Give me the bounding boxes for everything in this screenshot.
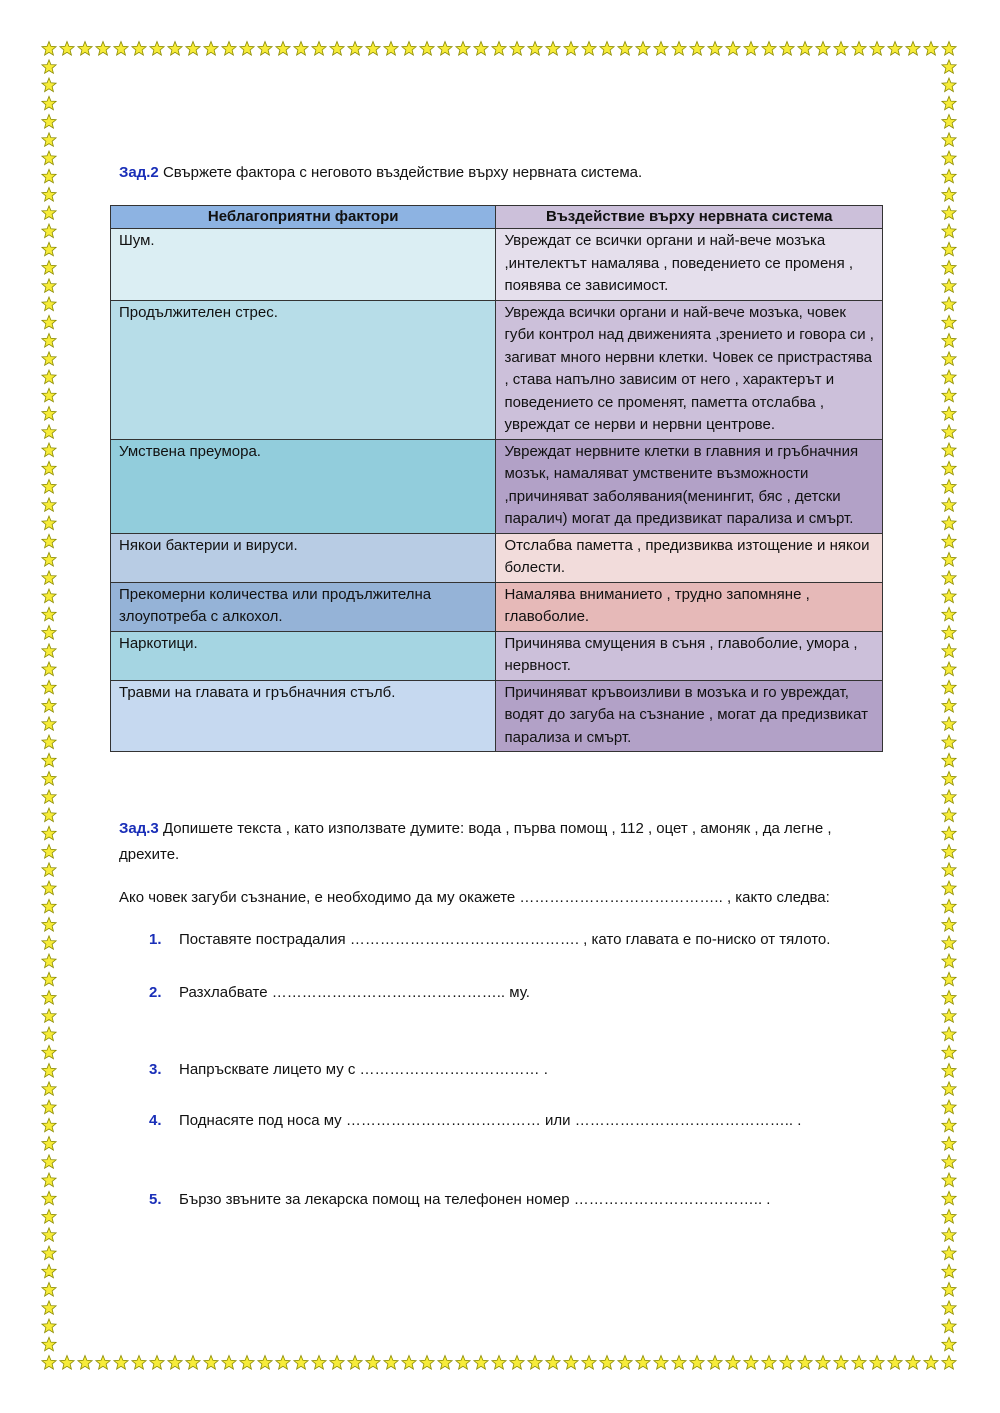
star-icon [42, 991, 56, 1005]
star-icon [546, 42, 560, 56]
star-icon [942, 1301, 956, 1315]
star-icon [942, 918, 956, 932]
star-icon [492, 42, 506, 56]
step-number: 3. [149, 1061, 162, 1078]
star-icon [942, 845, 956, 859]
star-icon [510, 1356, 524, 1370]
star-icon [942, 991, 956, 1005]
star-icon [96, 1356, 110, 1370]
star-icon [42, 206, 56, 220]
star-icon [942, 261, 956, 275]
star-icon [942, 1337, 956, 1351]
star-icon [942, 644, 956, 658]
star-icon [42, 863, 56, 877]
star-icon [942, 224, 956, 238]
star-icon [942, 315, 956, 329]
star-icon [780, 42, 794, 56]
star-icon [42, 717, 56, 731]
star-icon [942, 516, 956, 530]
star-icon [942, 826, 956, 840]
star-icon [42, 808, 56, 822]
star-icon [942, 534, 956, 548]
star-icon [42, 1210, 56, 1224]
star-icon [366, 42, 380, 56]
star-icon [240, 42, 254, 56]
star-icon [42, 334, 56, 348]
star-icon [186, 42, 200, 56]
star-icon [42, 425, 56, 439]
star-icon [42, 1319, 56, 1333]
star-icon [42, 498, 56, 512]
star-icon [744, 1356, 758, 1370]
table-row [111, 582, 883, 631]
star-icon [780, 1356, 794, 1370]
star-icon [942, 1319, 956, 1333]
star-icon [942, 699, 956, 713]
star-icon [42, 589, 56, 603]
step-4 [149, 1110, 801, 1132]
star-icon [942, 1118, 956, 1132]
star-icon [942, 772, 956, 786]
star-icon [42, 662, 56, 676]
factors-table [110, 205, 883, 752]
star-icon [42, 42, 56, 56]
star-icon [942, 863, 956, 877]
star-icon [474, 42, 488, 56]
star-icon [168, 1356, 182, 1370]
effect-cell: Уврежда всички органи и най-вече мозъка, човек губи контрол над движенията ,зрението и говора си , загиват много нервни клетки. Човек се пристрастява , става напълно зависим от него , характерът и поведението се променят, паметта отслабва , увреждат се нерви и нервни центрове. [496, 300, 883, 439]
star-icon [42, 60, 56, 74]
star-icon [42, 699, 56, 713]
star-icon [942, 1191, 956, 1205]
star-icon [942, 188, 956, 202]
star-icon [42, 279, 56, 293]
star-icon [870, 42, 884, 56]
star-icon [942, 1064, 956, 1078]
star-icon [852, 42, 866, 56]
star-icon [42, 224, 56, 238]
factor-cell: Продължителен стрес. [111, 300, 496, 439]
star-icon [798, 42, 812, 56]
star-icon [78, 1356, 92, 1370]
effect-cell: Отслабва паметта , предизвиква изтощение и някои болести. [496, 533, 883, 582]
star-icon [942, 972, 956, 986]
star-icon [150, 42, 164, 56]
star-icon [942, 407, 956, 421]
task-2-label: Зад.2 [119, 164, 159, 181]
effect-cell: Намалява вниманието , трудно запомняне , главоболие. [496, 582, 883, 631]
star-icon [582, 42, 596, 56]
star-icon [222, 42, 236, 56]
star-icon [942, 1045, 956, 1059]
task-2-text: Свържете фактора с неговото въздействие върху нервната система. [158, 164, 643, 181]
star-icon [42, 571, 56, 585]
star-icon [474, 1356, 488, 1370]
star-icon [600, 1356, 614, 1370]
star-icon [42, 680, 56, 694]
star-icon [924, 1356, 938, 1370]
star-icon [942, 206, 956, 220]
star-icon [816, 42, 830, 56]
star-icon [276, 42, 290, 56]
star-icon [564, 42, 578, 56]
star-icon [600, 42, 614, 56]
step-text: Напръсквате лицето му с ……………………………… . [179, 1061, 548, 1078]
star-icon [438, 1356, 452, 1370]
factor-cell: Травми на главата и гръбначния стълб. [111, 680, 496, 752]
star-icon [42, 1246, 56, 1260]
star-icon [762, 1356, 776, 1370]
star-icon [330, 42, 344, 56]
star-icon [870, 1356, 884, 1370]
star-icon [942, 498, 956, 512]
star-icon [618, 1356, 632, 1370]
star-icon [42, 151, 56, 165]
star-icon [942, 115, 956, 129]
star-icon [42, 790, 56, 804]
star-icon [420, 42, 434, 56]
star-icon [708, 42, 722, 56]
star-icon [942, 808, 956, 822]
star-icon [42, 1283, 56, 1297]
step-text: Разхлабвате ……………………………………….. му. [179, 984, 530, 1001]
star-icon [42, 370, 56, 384]
star-icon [942, 370, 956, 384]
star-icon [168, 42, 182, 56]
star-icon [186, 1356, 200, 1370]
factor-cell: Шум. [111, 229, 496, 301]
star-icon [42, 1301, 56, 1315]
star-icon [204, 1356, 218, 1370]
star-icon [942, 1082, 956, 1096]
star-icon [942, 680, 956, 694]
header-factors: Неблагоприятни фактори [111, 206, 496, 229]
header-effects: Въздействие върху нервната система [496, 206, 883, 229]
star-icon [942, 589, 956, 603]
star-icon [654, 42, 668, 56]
star-icon [942, 334, 956, 348]
star-icon [42, 188, 56, 202]
step-text: Поставяте пострадалия ………………………………………. , като главата е по-ниско от тялото. [179, 931, 831, 948]
star-icon [942, 425, 956, 439]
star-icon [942, 388, 956, 402]
star-icon [348, 1356, 362, 1370]
star-icon [942, 133, 956, 147]
star-icon [42, 936, 56, 950]
star-icon [42, 772, 56, 786]
star-icon [942, 443, 956, 457]
star-icon [294, 1356, 308, 1370]
star-icon [42, 534, 56, 548]
star-icon [258, 42, 272, 56]
star-icon [942, 717, 956, 731]
star-icon [816, 1356, 830, 1370]
star-icon [42, 78, 56, 92]
star-icon [942, 1173, 956, 1187]
star-icon [942, 1155, 956, 1169]
table-row [111, 680, 883, 752]
step-3 [149, 1059, 548, 1081]
star-icon [420, 1356, 434, 1370]
star-icon [42, 1264, 56, 1278]
star-icon [96, 42, 110, 56]
task-3-intro: Ако човек загуби съзнание, е необходимо да му окажете ………………………………….. , както следва: [119, 889, 830, 906]
star-icon [942, 461, 956, 475]
effect-cell: Увреждат се всички органи и най-вече мозъка ,интелектът намалява , поведението се променя , появява се зависимост. [496, 229, 883, 301]
star-icon [546, 1356, 560, 1370]
effect-cell: Причинява смущения в съня , главоболие, умора , нервност. [496, 631, 883, 680]
star-icon [42, 1137, 56, 1151]
star-icon [852, 1356, 866, 1370]
star-icon [42, 388, 56, 402]
star-icon [942, 42, 956, 56]
factor-cell: Наркотици. [111, 631, 496, 680]
star-icon [492, 1356, 506, 1370]
star-icon [330, 1356, 344, 1370]
star-icon [42, 972, 56, 986]
star-icon [942, 1228, 956, 1242]
star-icon [888, 42, 902, 56]
star-icon [42, 461, 56, 475]
star-icon [690, 42, 704, 56]
star-icon [762, 42, 776, 56]
star-icon [924, 42, 938, 56]
star-icon [834, 1356, 848, 1370]
star-icon [132, 42, 146, 56]
star-icon [114, 42, 128, 56]
star-icon [42, 607, 56, 621]
star-icon [42, 407, 56, 421]
star-icon [384, 42, 398, 56]
star-icon [942, 1009, 956, 1023]
star-icon [42, 1191, 56, 1205]
star-icon [618, 42, 632, 56]
star-icon [78, 42, 92, 56]
star-icon [942, 60, 956, 74]
star-icon [204, 42, 218, 56]
star-icon [42, 115, 56, 129]
star-icon [942, 1246, 956, 1260]
star-icon [942, 735, 956, 749]
star-icon [942, 881, 956, 895]
star-icon [708, 1356, 722, 1370]
star-icon [438, 42, 452, 56]
task-2-instruction [119, 160, 642, 186]
star-icon [114, 1356, 128, 1370]
factor-cell: Умствена преумора. [111, 439, 496, 533]
star-icon [942, 790, 956, 804]
star-icon [42, 644, 56, 658]
star-icon [906, 1356, 920, 1370]
star-icon [942, 352, 956, 366]
star-icon [942, 1210, 956, 1224]
star-icon [42, 352, 56, 366]
star-icon [150, 1356, 164, 1370]
star-icon [456, 42, 470, 56]
step-5 [149, 1189, 770, 1211]
star-icon [42, 1045, 56, 1059]
star-icon [942, 1100, 956, 1114]
star-icon [312, 1356, 326, 1370]
step-text: Бързо звъните за лекарска помощ на телефонен номер ……………………………….. . [179, 1191, 771, 1208]
star-icon [564, 1356, 578, 1370]
star-icon [42, 443, 56, 457]
star-icon [42, 1356, 56, 1370]
star-icon [906, 42, 920, 56]
step-number: 4. [149, 1112, 162, 1129]
table-row [111, 631, 883, 680]
star-icon [60, 1356, 74, 1370]
star-icon [42, 845, 56, 859]
star-icon [942, 626, 956, 640]
star-icon [456, 1356, 470, 1370]
step-2 [149, 982, 530, 1004]
star-icon [42, 881, 56, 895]
star-icon [366, 1356, 380, 1370]
star-icon [42, 1100, 56, 1114]
star-icon [942, 169, 956, 183]
star-icon [402, 42, 416, 56]
star-icon [42, 899, 56, 913]
step-1 [149, 929, 830, 951]
task-3-instruction [119, 816, 889, 868]
star-icon [42, 918, 56, 932]
star-icon [942, 242, 956, 256]
star-icon [942, 78, 956, 92]
star-icon [528, 42, 542, 56]
star-icon [942, 151, 956, 165]
star-icon [942, 1027, 956, 1041]
star-icon [42, 297, 56, 311]
star-icon [42, 1337, 56, 1351]
table-row [111, 300, 883, 439]
star-icon [42, 1064, 56, 1078]
effect-cell: Увреждат нервните клетки в главния и гръбначния мозък, намаляват умствените възможности ,причиняват заболявания(менингит, бяс , детски паралич) могат да предизвикат парализа и смърт. [496, 439, 883, 533]
star-icon [942, 96, 956, 110]
star-icon [42, 516, 56, 530]
star-icon [42, 826, 56, 840]
table-row [111, 229, 883, 301]
step-number: 2. [149, 984, 162, 1001]
step-text: Поднасяте под носа му ………………………………… или …………………………………….. . [179, 1112, 802, 1129]
star-icon [744, 42, 758, 56]
star-icon [654, 1356, 668, 1370]
star-icon [294, 42, 308, 56]
star-icon [942, 662, 956, 676]
star-icon [942, 936, 956, 950]
effect-cell: Причиняват кръвоизливи в мозъка и го увреждат, водят до загуба на съзнание , могат да предизвикат парализа и смърт. [496, 680, 883, 752]
star-icon [942, 571, 956, 585]
star-icon [942, 954, 956, 968]
star-icon [132, 1356, 146, 1370]
star-icon [42, 954, 56, 968]
star-icon [582, 1356, 596, 1370]
star-icon [42, 480, 56, 494]
star-icon [942, 297, 956, 311]
star-icon [42, 169, 56, 183]
star-icon [276, 1356, 290, 1370]
star-icon [384, 1356, 398, 1370]
star-icon [42, 1155, 56, 1169]
star-icon [258, 1356, 272, 1370]
table-row [111, 533, 883, 582]
star-icon [42, 1027, 56, 1041]
star-icon [798, 1356, 812, 1370]
star-icon [42, 315, 56, 329]
star-icon [672, 42, 686, 56]
star-icon [42, 261, 56, 275]
star-icon [636, 42, 650, 56]
star-icon [726, 42, 740, 56]
star-icon [222, 1356, 236, 1370]
star-icon [42, 1082, 56, 1096]
step-number: 5. [149, 1191, 162, 1208]
star-icon [240, 1356, 254, 1370]
star-icon [348, 42, 362, 56]
star-icon [942, 753, 956, 767]
task-3-text: Допишете текста , като използвате думите: вода , първа помощ , 112 , оцет , амоняк , да легне , дрехите. [119, 820, 832, 863]
star-icon [42, 1009, 56, 1023]
step-number: 1. [149, 931, 162, 948]
star-icon [42, 1173, 56, 1187]
star-icon [42, 735, 56, 749]
table-row [111, 439, 883, 533]
factor-cell: Някои бактерии и вируси. [111, 533, 496, 582]
star-icon [636, 1356, 650, 1370]
star-icon [672, 1356, 686, 1370]
star-icon [42, 1228, 56, 1242]
table-header-row [111, 206, 883, 229]
star-icon [942, 553, 956, 567]
star-icon [942, 899, 956, 913]
star-icon [312, 42, 326, 56]
star-icon [402, 1356, 416, 1370]
star-icon [834, 42, 848, 56]
task-3-label: Зад.3 [119, 820, 159, 837]
star-icon [942, 1137, 956, 1151]
star-icon [942, 279, 956, 293]
star-icon [42, 133, 56, 147]
star-icon [726, 1356, 740, 1370]
star-icon [42, 96, 56, 110]
star-icon [42, 753, 56, 767]
star-icon [42, 626, 56, 640]
star-icon [42, 1118, 56, 1132]
star-icon [942, 607, 956, 621]
star-icon [942, 480, 956, 494]
star-icon [690, 1356, 704, 1370]
star-icon [528, 1356, 542, 1370]
star-icon [510, 42, 524, 56]
star-icon [42, 553, 56, 567]
star-icon [42, 242, 56, 256]
star-icon [942, 1264, 956, 1278]
star-icon [60, 42, 74, 56]
factor-cell: Прекомерни количества или продължителна злоупотреба с алкохол. [111, 582, 496, 631]
star-icon [942, 1356, 956, 1370]
star-icon [942, 1283, 956, 1297]
star-icon [888, 1356, 902, 1370]
